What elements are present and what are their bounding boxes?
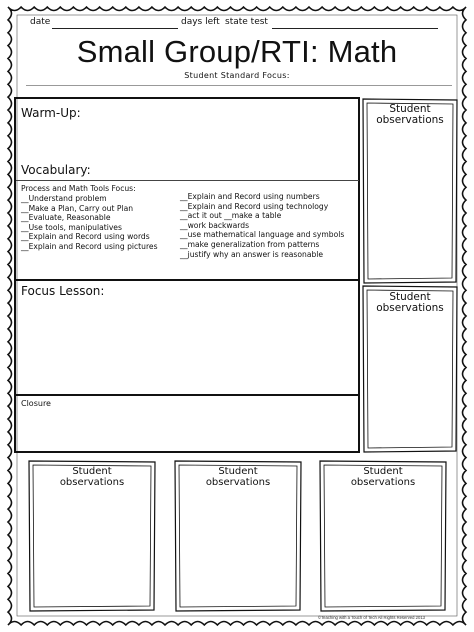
focus-lesson-label: Focus Lesson:: [21, 284, 105, 298]
observation-title-line1: Student: [218, 466, 258, 477]
state-test-label: state test: [225, 17, 268, 27]
process-tools-right-list: [180, 192, 344, 259]
observation-title-line1: Student: [363, 466, 403, 477]
observation-title-line2: observations: [350, 477, 416, 488]
observation-title-line1: Student: [389, 291, 431, 303]
observation-title: [174, 466, 302, 488]
date-label: date: [30, 17, 51, 27]
process-tool-item: __justify why an answer is reasonable: [180, 249, 324, 259]
observation-title-line2: observations: [59, 477, 125, 488]
observation-title: [362, 292, 458, 314]
lesson-plan-box: [14, 97, 360, 453]
state-test-line: [272, 28, 438, 29]
process-tool-item: __Explain and Record using technology: [180, 201, 329, 211]
observation-title: [362, 104, 458, 126]
observation-title: [28, 466, 156, 488]
days-line: [148, 28, 178, 29]
focus-divider: [14, 279, 360, 281]
page-title: Small Group/RTI: Math: [76, 34, 398, 69]
process-tool-item: __Make a Plan, Carry out Plan: [21, 203, 134, 213]
process-tool-item: __Understand problem: [21, 194, 107, 203]
closure-divider: [14, 394, 360, 396]
process-tool-item: __Explain and Record using words: [21, 232, 150, 242]
process-tool-item: __Use tools, manipulatives: [21, 222, 122, 232]
observation-title-line1: Student: [72, 466, 112, 477]
vocabulary-label: Vocabulary:: [21, 163, 91, 177]
process-tools-left-list: [21, 194, 158, 252]
warm-up-label: Warm-Up:: [21, 106, 81, 120]
standard-focus-label: Student Standard Focus:: [184, 71, 290, 80]
process-tool-item: __work backwards: [180, 220, 250, 230]
copyright-footer: ©Teaching with a Touch of Tech All Rights Reserved 2013: [318, 615, 425, 620]
process-tool-item: __Explain and Record using numbers: [180, 192, 320, 201]
process-tool-item: __make generalization from patterns: [180, 239, 320, 249]
header-divider: [26, 85, 452, 86]
closure-label: Closure: [21, 399, 51, 408]
observation-title-line2: observations: [376, 114, 444, 126]
days-left-label: days left: [181, 17, 220, 27]
process-tool-item: __act it out __make a table: [180, 211, 282, 221]
observation-title-line2: observations: [205, 477, 271, 488]
observation-title: [319, 466, 447, 488]
vocab-divider: [16, 180, 359, 181]
observation-title-line1: Student: [389, 103, 431, 115]
process-tool-item: __Explain and Record using pictures: [21, 241, 158, 251]
process-tools-heading: Process and Math Tools Focus:: [21, 184, 136, 193]
process-tool-item: __use mathematical language and symbols: [180, 230, 345, 240]
observation-title-line2: observations: [376, 302, 444, 314]
process-tool-item: __Evaluate, Reasonable: [21, 213, 111, 223]
